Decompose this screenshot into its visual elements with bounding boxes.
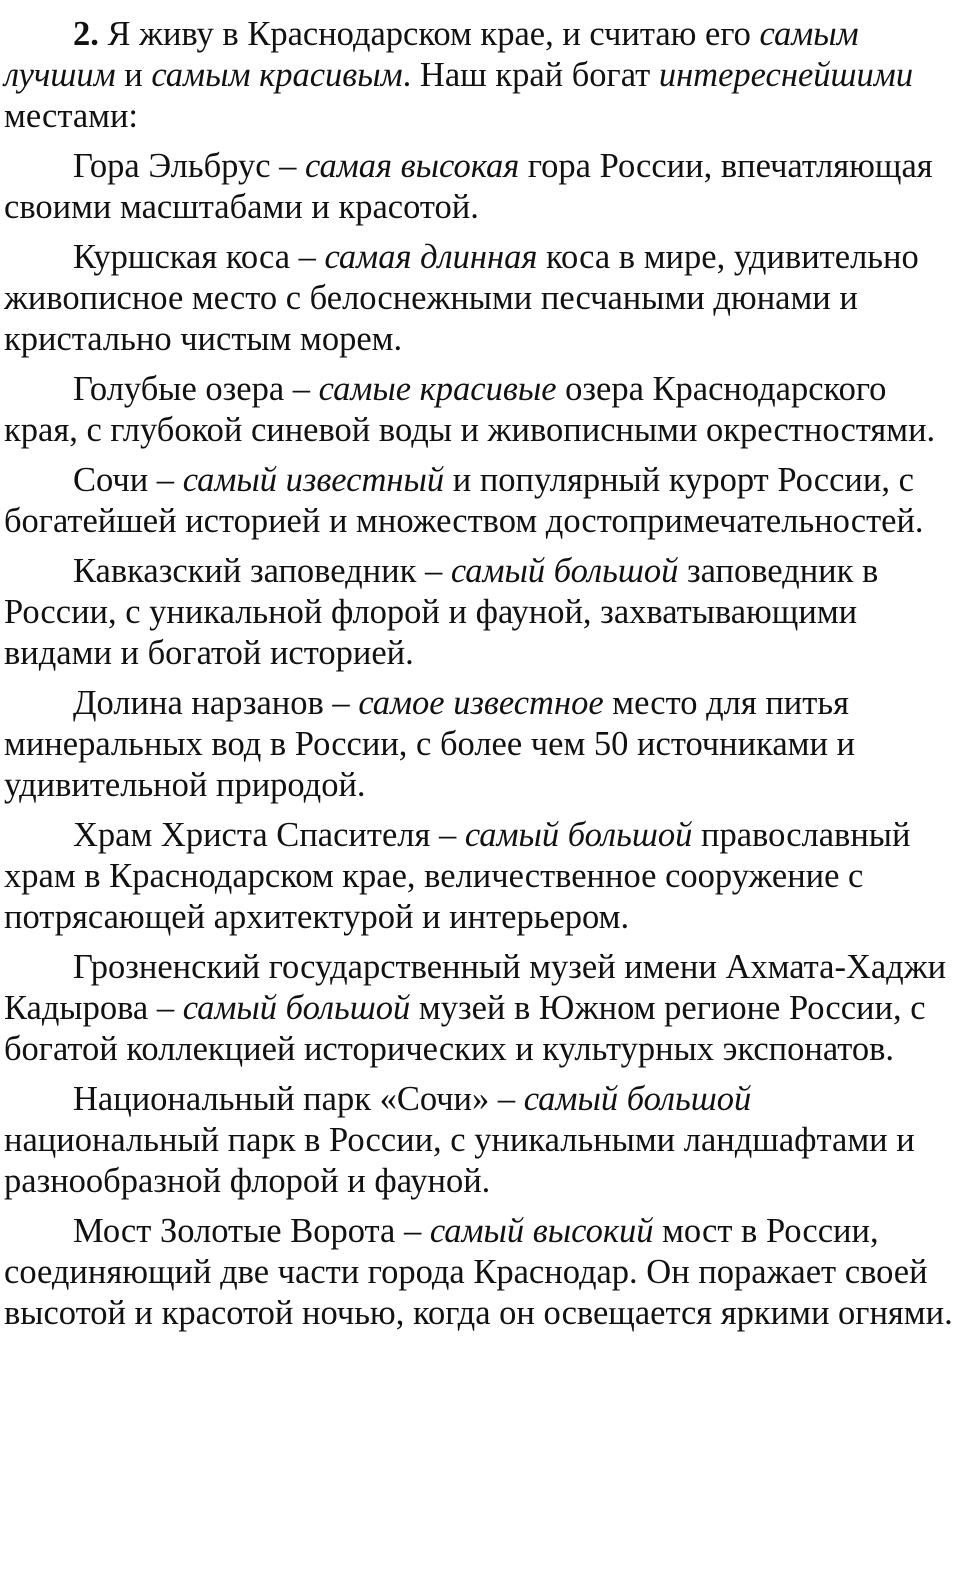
- place-paragraph-curonian-spit: [4, 237, 956, 360]
- place-name: Гора Эльбрус –: [73, 147, 306, 185]
- intro-paragraph: [4, 14, 956, 137]
- place-description: гора России, впечатляющая своими масштабами и красотой.: [4, 147, 933, 226]
- place-paragraph-blue-lakes: [4, 369, 956, 451]
- place-superlative: самое известное: [358, 684, 604, 722]
- place-paragraph-cathedral: [4, 815, 956, 938]
- place-description: мост в России, соединяющий две части города Краснодар. Он поражает своей высотой и красотой ночью, когда он освещается яркими огнями.: [4, 1212, 953, 1332]
- place-superlative: самый большой: [523, 1080, 752, 1118]
- place-paragraph-elbrus: [4, 146, 956, 228]
- place-name: Грозненский государственный музей имени Ахмата-Хаджи Кадырова –: [4, 948, 947, 1027]
- place-superlative: самый большой: [464, 816, 693, 854]
- place-paragraph-golden-gate-bridge: [4, 1211, 956, 1334]
- document-page: [4, 14, 956, 1343]
- place-description: православный храм в Краснодарском крае, величественное сооружение с потрясающей архитектурой и интерьером.: [4, 816, 911, 936]
- place-description: место для питья минеральных вод в России, с более чем 50 источниками и удивительной природой.: [4, 684, 856, 804]
- place-superlative: самый высокий: [429, 1212, 654, 1250]
- intro-text: и: [115, 56, 152, 94]
- intro-superlative: интереснейшими: [658, 56, 914, 94]
- place-name: Голубые озера –: [73, 370, 319, 408]
- place-name: Долина нарзанов –: [73, 684, 359, 722]
- place-paragraph-grozny-museum: [4, 947, 956, 1070]
- place-paragraph-narzan-valley: [4, 683, 956, 806]
- place-superlative: самая высокая: [305, 147, 520, 185]
- place-superlative: самый большой: [450, 552, 679, 590]
- place-paragraph-sochi: [4, 460, 956, 542]
- intro-text: Я живу в Краснодарском крае, и считаю его: [98, 15, 760, 53]
- place-name: Сочи –: [73, 461, 183, 499]
- place-superlative: самые красивые: [318, 370, 557, 408]
- place-description: музей в Южном регионе России, с богатой коллекцией исторических и культурных экспонатов.: [4, 989, 926, 1068]
- place-paragraph-caucasus-reserve: [4, 551, 956, 674]
- intro-text: . Наш край богат: [402, 56, 659, 94]
- intro-superlative: самым лучшим: [4, 15, 859, 94]
- place-superlative: самый известный: [182, 461, 445, 499]
- place-name: Кавказский заповедник –: [73, 552, 451, 590]
- place-description: национальный парк в России, с уникальными ландшафтами и разнообразной флорой и фауной.: [4, 1121, 915, 1200]
- place-paragraph-sochi-national-park: [4, 1079, 956, 1202]
- place-name: Национальный парк «Сочи» –: [73, 1080, 524, 1118]
- place-description: и популярный курорт России, с богатейшей историей и множеством достопримечательностей.: [4, 461, 924, 540]
- place-description: озера Краснодарского края, с глубокой синевой воды и живописными окрестностями.: [4, 370, 936, 449]
- place-name: Куршская коса –: [73, 238, 325, 276]
- place-superlative: самая длинная: [324, 238, 538, 276]
- place-name: Храм Христа Спасителя –: [73, 816, 465, 854]
- intro-text: местами:: [4, 97, 139, 135]
- place-description: коса в мире, удивительно живописное место с белоснежными песчаными дюнами и кристально чистым морем.: [4, 238, 919, 358]
- place-superlative: самый большой: [182, 989, 411, 1027]
- intro-superlative: самым красивым: [151, 56, 403, 94]
- place-name: Мост Золотые Ворота –: [73, 1212, 430, 1250]
- exercise-number: 2.: [73, 15, 99, 53]
- place-description: заповедник в России, с уникальной флорой и фауной, захватывающими видами и богатой историей.: [4, 552, 879, 672]
